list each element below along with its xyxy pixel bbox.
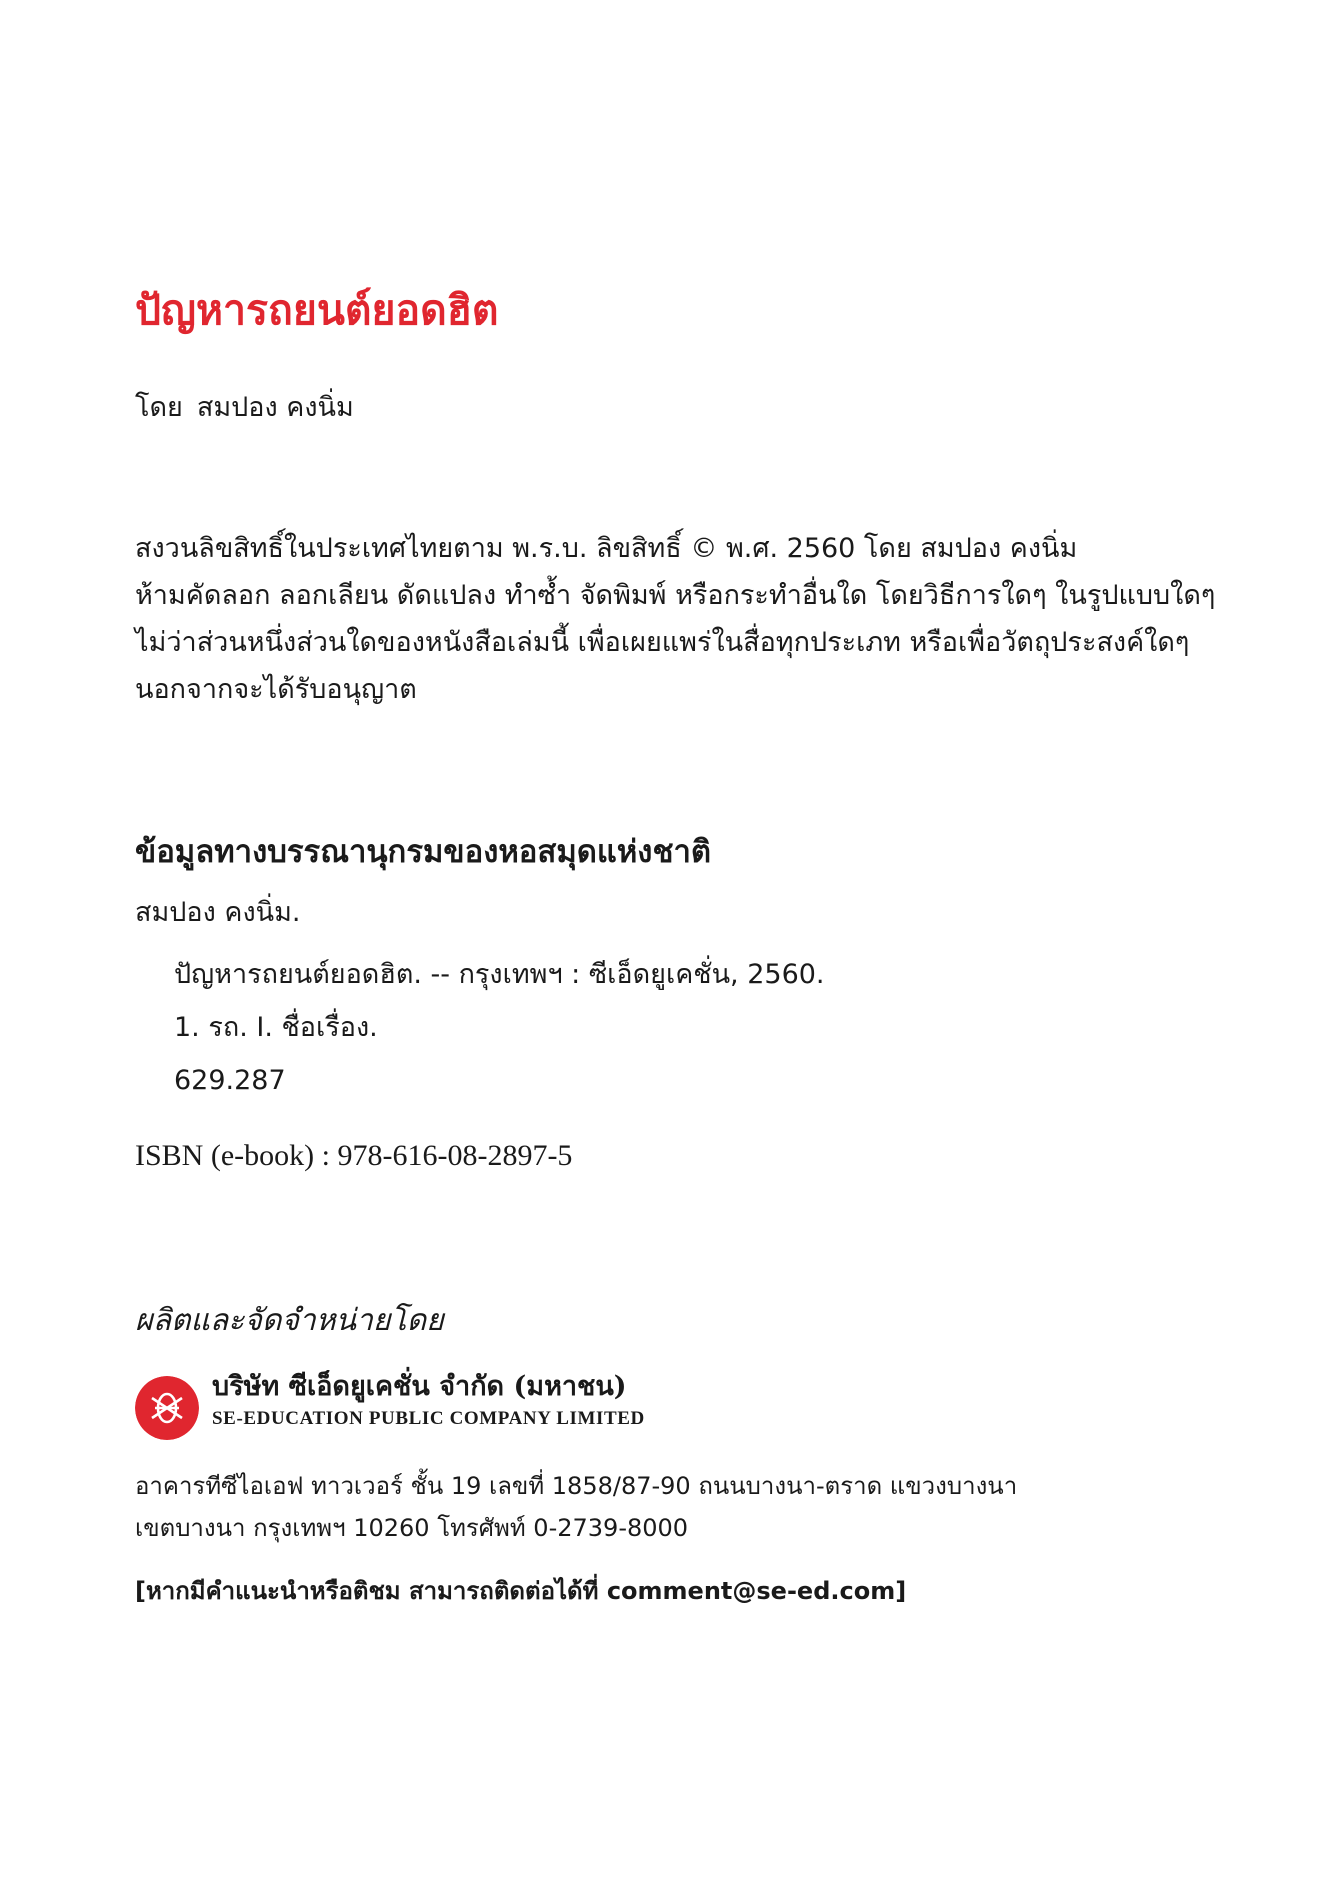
author-prefix: โดย — [135, 392, 183, 423]
isbn: ISBN (e-book) : 978-616-08-2897-5 — [135, 1139, 573, 1172]
copyright-line: ห้ามคัดลอก ลอกเลียน ดัดแปลง ทำซ้ำ จัดพิมพ์ หรือกระทำอื่นใด โดยวิธีการใดๆ ในรูปแบบใดๆ — [135, 580, 1216, 611]
copyright-line: นอกจากจะได้รับอนุญาต — [135, 674, 417, 705]
company-name-thai: บริษัท ซีเอ็ดยูเคชั่น จำกัด (มหาชน) — [212, 1371, 627, 1402]
book-title: ปัญหารถยนต์ยอดฮิต — [135, 286, 499, 334]
contact-note: [หากมีคำแนะนำหรือติชม สามารถติดต่อได้ที่ comment@se-ed.com] — [135, 1577, 907, 1605]
company-name-english: SE-EDUCATION PUBLIC COMPANY LIMITED — [212, 1408, 645, 1429]
catalog-author: สมปอง คงนิ่ม. — [135, 897, 301, 928]
copyright-notice — [135, 525, 1215, 713]
catalog-entry-title: ปัญหารถยนต์ยอดฮิต. -- กรุงเทพฯ : ซีเอ็ดยูเคชั่น, 2560. — [174, 959, 825, 990]
catalog-entry-subject: 1. รถ. I. ชื่อเรื่อง. — [174, 1012, 378, 1043]
catalog-entry-classification: 629.287 — [174, 1065, 286, 1096]
copyright-line: สงวนลิขสิทธิ์ในประเทศไทยตาม พ.ร.บ. ลิขสิทธิ์ © พ.ศ. 2560 โดย สมปอง คงนิ่ม — [135, 533, 1078, 564]
author-line — [135, 388, 354, 428]
company-address — [135, 1465, 1017, 1549]
se-ed-logo-icon — [135, 1376, 199, 1440]
address-line: เขตบางนา กรุงเทพฯ 10260 โทรศัพท์ 0-2739-8000 — [135, 1514, 689, 1542]
producer-label: ผลิตและจัดจำหน่ายโดย — [135, 1303, 444, 1338]
catalog-heading: ข้อมูลทางบรรณานุกรมของหอสมุดแห่งชาติ — [135, 834, 712, 870]
address-line: อาคารทีซีไอเอฟ ทาวเวอร์ ชั้น 19 เลขที่ 1858/87-90 ถนนบางนา-ตราด แขวงบางนา — [135, 1472, 1018, 1500]
copyright-line: ไม่ว่าส่วนหนึ่งส่วนใดของหนังสือเล่มนี้ เพื่อเผยแพร่ในสื่อทุกประเภท หรือเพื่อวัตถุประสงค์ใดๆ — [135, 627, 1190, 658]
author-name: สมปอง คงนิ่ม — [196, 392, 354, 423]
